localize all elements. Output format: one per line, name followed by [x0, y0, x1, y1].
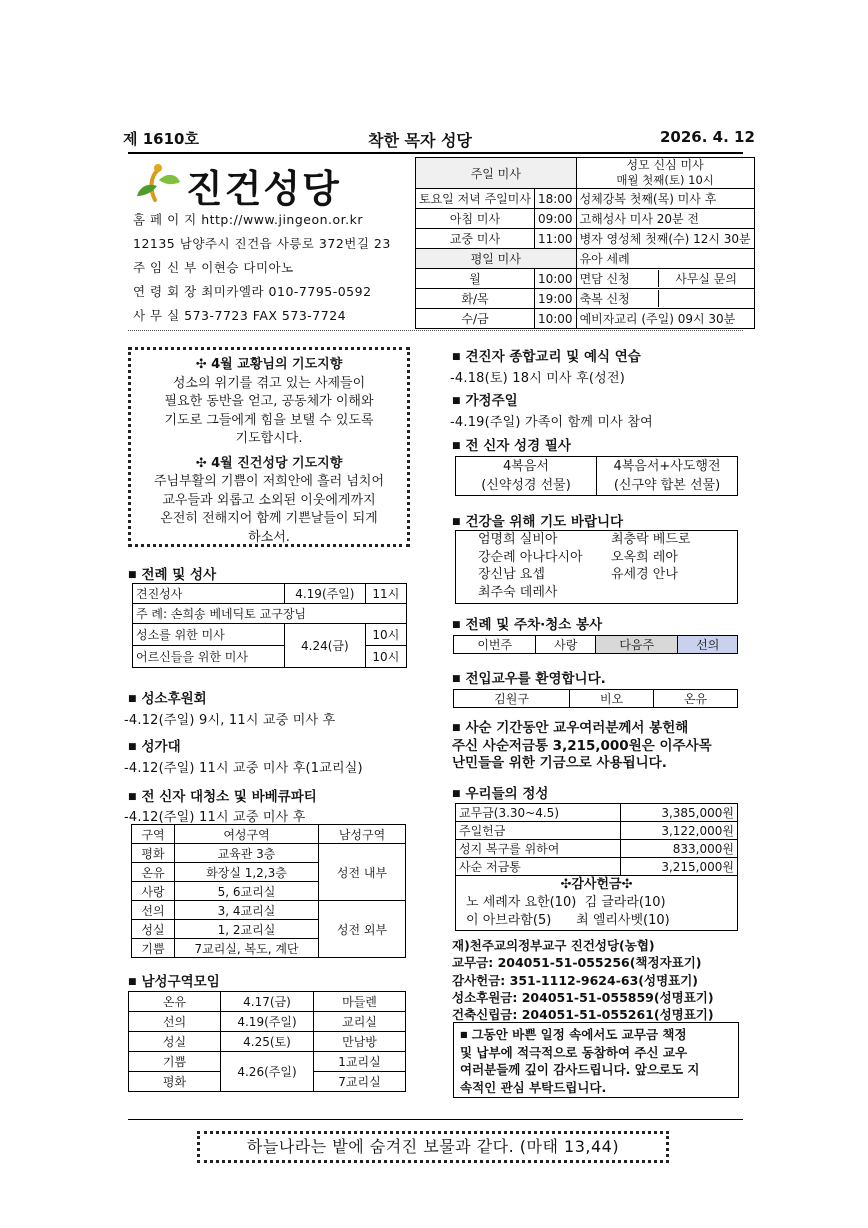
lent-notice-line: 난민들을 위한 기금으로 사용됩니다. — [452, 755, 667, 771]
liturgy-time: 10시 — [365, 646, 406, 668]
address-line: 12135 남양주시 진건읍 사릉로 372번길 23 — [133, 236, 391, 251]
vocation-title-text: 성소후원회 — [141, 691, 207, 707]
notice-line: 여러분들께 깊이 감사드립니다. 앞으로도 지 — [460, 1062, 700, 1077]
men-date: 4.17(금) — [221, 992, 314, 1012]
cleaning-district: 기쁨 — [132, 939, 175, 958]
parish-prayer-title-text: 4월 진건성당 기도지향 — [211, 455, 343, 471]
devotion-mass-sub: 매월 첫째(토) 10시 — [616, 173, 714, 187]
notice-line: 그동안 바쁜 일정 속에서도 교무금 책정 — [471, 1027, 687, 1042]
mass-note: 병자 영성체 첫째(수) 12시 30분 — [576, 229, 754, 249]
health-list-left — [478, 531, 583, 601]
parish-prayer-title — [131, 455, 407, 474]
mass-name: 토요일 저녁 주일미사 — [416, 189, 535, 209]
confirmation-title: ■ 견진자 종합교리 및 예식 연습 — [452, 349, 641, 365]
offering-title: ■ 우리들의 정성 — [452, 786, 549, 802]
cleaning-area: 7교리실, 복도, 계단 — [175, 939, 319, 958]
liturgy-date: 4.19(주일) — [285, 584, 366, 604]
parish-prayer-line: 주님부활의 기쁨이 저희안에 흘러 넘치어 — [153, 474, 384, 489]
liturgy-date: 4.24(금) — [285, 624, 366, 668]
bible-copy-title: ■ 전 신자 성경 필사 — [452, 438, 571, 454]
devotion-mass-title: 성모 신심 미사 — [626, 158, 704, 172]
header-rule — [128, 152, 743, 154]
weekday-time: 10:00 — [534, 269, 576, 289]
choir-title: ■ 성가대 — [128, 739, 181, 755]
weekday-note: 예비자교리 (주일) 09시 30분 — [576, 309, 754, 329]
lent-notice-line: 사순 기간동안 교우여러분께서 봉헌해 — [465, 720, 689, 736]
cleaning-table — [131, 824, 406, 958]
welcome-name: 김원구 — [454, 690, 570, 708]
family-sunday-title: ■ 가정주일 — [452, 393, 518, 409]
cleaning-area: 화장실 1,2,3층 — [175, 863, 319, 882]
thanks-offering-line: 노 세례자 요한(10) 김 글라라(10) — [466, 895, 666, 910]
parish-prayer-line: 교우들과 외롭고 소외된 이웃에게까지 — [162, 492, 376, 508]
section-divider — [128, 330, 743, 331]
offering-amount: 3,122,000원 — [621, 822, 738, 840]
bible-option-b-title: 4복음서+사도행전 — [613, 459, 721, 474]
health-name: 최주숙 데레사 — [478, 584, 558, 600]
men-district: 성실 — [129, 1032, 221, 1052]
office-inquiry: 사무실 문의 — [675, 272, 737, 286]
liturgy-presider: 주 례: 손희송 베네딕토 교구장님 — [133, 604, 407, 624]
cross-icon: ✣ — [195, 455, 212, 471]
bible-option-b — [597, 457, 738, 496]
health-name: 강순례 아나다시아 — [478, 549, 583, 565]
pope-prayer-title — [131, 356, 407, 375]
pope-prayer-title-text: 4월 교황님의 기도지향 — [211, 357, 343, 372]
duty-table — [453, 635, 738, 654]
prayer-intentions-box — [128, 347, 410, 547]
bank-account-line: 건축신립금: 204051-51-055261(성명표기) — [452, 1007, 714, 1023]
thanks-offering-cell — [456, 876, 738, 931]
liturgy-item: 성소를 위한 미사 — [133, 624, 285, 646]
men-meeting-title-text: 남성구역모임 — [141, 974, 220, 990]
weekday-day: 월 — [416, 269, 535, 289]
parish-prayer-line: 하소서. — [248, 529, 290, 545]
funeral-head-line: 연 령 회 장 최미카엘라 010-7795-0592 — [133, 284, 372, 299]
duty-cell: 선의 — [678, 636, 738, 654]
devotion-mass-cell — [576, 158, 754, 189]
offering-item: 성지 복구를 위하여 — [456, 840, 621, 858]
health-name: 오옥희 레아 — [611, 549, 678, 565]
men-place: 마들렌 — [314, 992, 406, 1012]
pastor-line: 주 임 신 부 이현승 다미아노 — [133, 260, 294, 275]
men-place: 만남방 — [314, 1032, 406, 1052]
men-date: 4.26(주일) — [221, 1052, 314, 1092]
weekday-note-cell — [576, 289, 754, 309]
weekday-note: 축복 신청 — [577, 290, 659, 307]
bible-copy-title-text: 전 신자 성경 필사 — [465, 438, 571, 454]
offering-amount: 3,385,000원 — [621, 804, 738, 822]
lent-notice-line: 주신 사순저금통 3,215,000원은 이주사목 — [452, 737, 712, 754]
thank-you-notice: ■ 그동안 바쁜 일정 속에서도 교무금 책정 및 납부에 적극적으로 동참하여 주신 교우 여러분들께 깊이 감사드립니다. 앞으로도 지 속적인 관심 부탁드립니다. — [453, 1022, 739, 1098]
liturgy-title: ■ 전례 및 성사 — [128, 567, 217, 583]
confirmation-text: -4.18(토) 18시 미사 후(성전) — [450, 371, 625, 386]
bible-option-a — [456, 457, 597, 496]
mass-time: 09:00 — [534, 209, 576, 229]
health-prayer-box — [455, 530, 738, 604]
issue-date: 2026. 4. 12 — [660, 128, 755, 146]
bank-account-line: 감사헌금: 351-1112-9624-63(성명표기) — [452, 972, 699, 988]
notice-line: 및 납부에 적극적으로 동참하여 주신 교우 — [460, 1044, 688, 1060]
bank-accounts — [452, 937, 714, 1023]
health-name: 엄명희 실비아 — [478, 532, 558, 547]
weekday-day: 수/금 — [416, 309, 535, 329]
cleaning-district: 선의 — [132, 901, 175, 920]
men-place: 교리실 — [314, 1012, 406, 1032]
pope-prayer-line: 기도합시다. — [235, 431, 303, 446]
cleaning-district: 평화 — [132, 844, 175, 863]
bank-account-line: 성소후원금: 204051-51-055859(성명표기) — [452, 989, 714, 1005]
bank-account-line: 교무금: 204051-51-055256(책정자표기) — [452, 955, 702, 971]
men-meeting-table — [128, 991, 406, 1092]
mass-note: 성체강복 첫째(목) 미사 후 — [576, 189, 754, 209]
health-list-right — [611, 531, 690, 584]
parish-name-logo: 진건성당 — [186, 167, 341, 211]
liturgy-item: 어르신들을 위한 미사 — [133, 646, 285, 668]
men-date: 4.19(주일) — [221, 1012, 314, 1032]
offering-item: 교무금(3.30~4.5) — [456, 804, 621, 822]
men-district: 온유 — [129, 992, 221, 1012]
men-place: 1교리실 — [314, 1052, 406, 1072]
thanks-offering-line: 이 아브라함(5) 최 엘리사벳(10) — [466, 913, 670, 928]
liturgy-title-text: 전례 및 성사 — [141, 567, 217, 583]
welcome-name: 비오 — [570, 690, 654, 708]
weekday-mass-title: 평일 미사 — [416, 249, 577, 269]
men-district: 기쁨 — [129, 1052, 221, 1072]
cleaning-district: 온유 — [132, 863, 175, 882]
cleaning-men-area: 성전 외부 — [319, 901, 406, 958]
cleaning-men-area: 성전 내부 — [319, 844, 406, 901]
weekday-note-cell — [576, 269, 754, 289]
liturgy-table — [132, 583, 407, 668]
office-phone-line: 사 무 실 573-7723 FAX 573-7724 — [133, 308, 347, 323]
offering-title-text: 우리들의 정성 — [465, 786, 549, 802]
offering-item: 사순 저금통 — [456, 858, 621, 876]
footer-verse: 하늘나라는 밭에 숨겨진 보물과 같다. (마태 13,44) — [197, 1131, 669, 1163]
cleaning-area: 교육관 3층 — [175, 844, 319, 863]
liturgy-item: 견진성사 — [133, 584, 285, 604]
bible-option-b-gift: (신구약 합본 선물) — [613, 478, 721, 493]
mass-time: 11:00 — [534, 229, 576, 249]
cross-icon: ✣ — [195, 357, 212, 372]
mass-name: 교중 미사 — [416, 229, 535, 249]
bible-copy-table — [455, 456, 738, 496]
pope-prayer-line: 성소의 위기를 겪고 있는 사제들이 — [172, 375, 366, 391]
pope-prayer-line: 기도로 그들에게 힘을 보탤 수 있도록 — [164, 412, 374, 428]
baptism-label: 유아 세례 — [576, 249, 754, 269]
cleaning-district: 성실 — [132, 920, 175, 939]
cleaning-text: -4.12(주일) 11시 교중 미사 후 — [124, 810, 306, 825]
cleaning-title-text: 전 신자 대청소 및 바베큐파티 — [141, 789, 317, 805]
men-district: 평화 — [129, 1072, 221, 1092]
cleaning-area: 3, 4교리실 — [175, 901, 319, 920]
cleaning-header: 여성구역 — [175, 825, 319, 844]
family-sunday-title-text: 가정주일 — [465, 393, 518, 409]
cleaning-header: 구역 — [132, 825, 175, 844]
cleaning-area: 5, 6교리실 — [175, 882, 319, 901]
mass-note: 고해성사 미사 20분 전 — [576, 209, 754, 229]
sunday-mass-title: 주일 미사 — [416, 158, 577, 189]
lent-notice: ■ 사순 기간동안 교우여러분께서 봉헌해 주신 사순저금통 3,215,000원은 이주사목 난민들을 위한 기금으로 사용됩니다. — [452, 720, 712, 771]
parish-logo — [133, 162, 183, 208]
offering-table — [455, 803, 738, 931]
men-meeting-title: ■ 남성구역모임 — [128, 974, 220, 990]
confirmation-title-text: 견진자 종합교리 및 예식 연습 — [465, 349, 641, 365]
duty-cell: 이번주 — [454, 636, 536, 654]
liturgy-time: 11시 — [365, 584, 406, 604]
men-district: 선의 — [129, 1012, 221, 1032]
duty-title: ■ 전례 및 주차·청소 봉사 — [452, 617, 603, 633]
homepage-line: 홈 페 이 지 http://www.jingeon.or.kr — [133, 212, 364, 227]
offering-amount: 3,215,000원 — [621, 858, 738, 876]
vocation-text: -4.12(주일) 9시, 11시 교중 미사 후 — [124, 713, 336, 728]
welcome-title: ■ 전입교우를 환영합니다. — [452, 671, 606, 687]
mass-schedule-table — [415, 157, 755, 329]
family-sunday-text: -4.19(주일) 가족이 함께 미사 참여 — [450, 415, 653, 430]
cleaning-district: 사랑 — [132, 882, 175, 901]
welcome-table — [453, 689, 738, 708]
footer-rule — [128, 1119, 743, 1120]
welcome-title-text: 전입교우를 환영합니다. — [465, 671, 606, 687]
men-place: 7교리실 — [314, 1072, 406, 1092]
notice-line: 속적인 관심 부탁드립니다. — [460, 1079, 607, 1095]
duty-title-text: 전례 및 주차·청소 봉사 — [465, 617, 603, 633]
health-name: 유세경 안나 — [611, 567, 678, 582]
weekday-note: 면담 신청 — [577, 270, 659, 287]
weekday-time: 19:00 — [534, 289, 576, 309]
weekday-time: 10:00 — [534, 309, 576, 329]
duty-cell: 사랑 — [536, 636, 596, 654]
cleaning-header: 남성구역 — [319, 825, 406, 844]
offering-amount: 833,000원 — [621, 840, 738, 858]
mass-name: 아침 미사 — [416, 209, 535, 229]
mass-time: 18:00 — [534, 189, 576, 209]
pope-prayer-line: 필요한 동반을 얻고, 공동체가 이해와 — [164, 394, 374, 409]
weekday-day: 화/목 — [416, 289, 535, 309]
newsletter-title: 착한 목자 성당 — [368, 131, 472, 150]
bible-option-a-title: 4복음서 — [503, 459, 549, 474]
logo-icon — [133, 162, 183, 204]
health-prayer-title-text: 건강을 위해 기도 바랍니다 — [465, 514, 624, 530]
bank-account-line: 재)천주교의정부교구 진건성당(농협) — [452, 938, 655, 953]
duty-cell: 다음주 — [595, 636, 677, 654]
health-name: 최충락 베드로 — [611, 532, 691, 547]
choir-text: -4.12(주일) 11시 교중 미사 후(1교리실) — [124, 761, 363, 776]
liturgy-time: 10시 — [365, 624, 406, 646]
health-name: 장신남 요셉 — [478, 567, 545, 582]
vocation-title: ■ 성소후원회 — [128, 691, 207, 707]
offering-item: 주일헌금 — [456, 822, 621, 840]
welcome-name: 온유 — [654, 690, 738, 708]
health-prayer-title: ■ 건강을 위해 기도 바랍니다 — [452, 514, 624, 530]
men-date: 4.25(토) — [221, 1032, 314, 1052]
issue-number: 제 1610호 — [123, 130, 199, 148]
choir-title-text: 성가대 — [141, 739, 181, 755]
parish-prayer-line: 온전히 전해지어 함께 기쁜날들이 되게 — [160, 511, 378, 526]
thanks-offering-title: ✣감사헌금✣ — [560, 877, 633, 892]
cleaning-area: 1, 2교리실 — [175, 920, 319, 939]
cleaning-title: ■ 전 신자 대청소 및 바베큐파티 — [128, 789, 317, 805]
bible-option-a-gift: (신약성경 선물) — [481, 478, 571, 493]
